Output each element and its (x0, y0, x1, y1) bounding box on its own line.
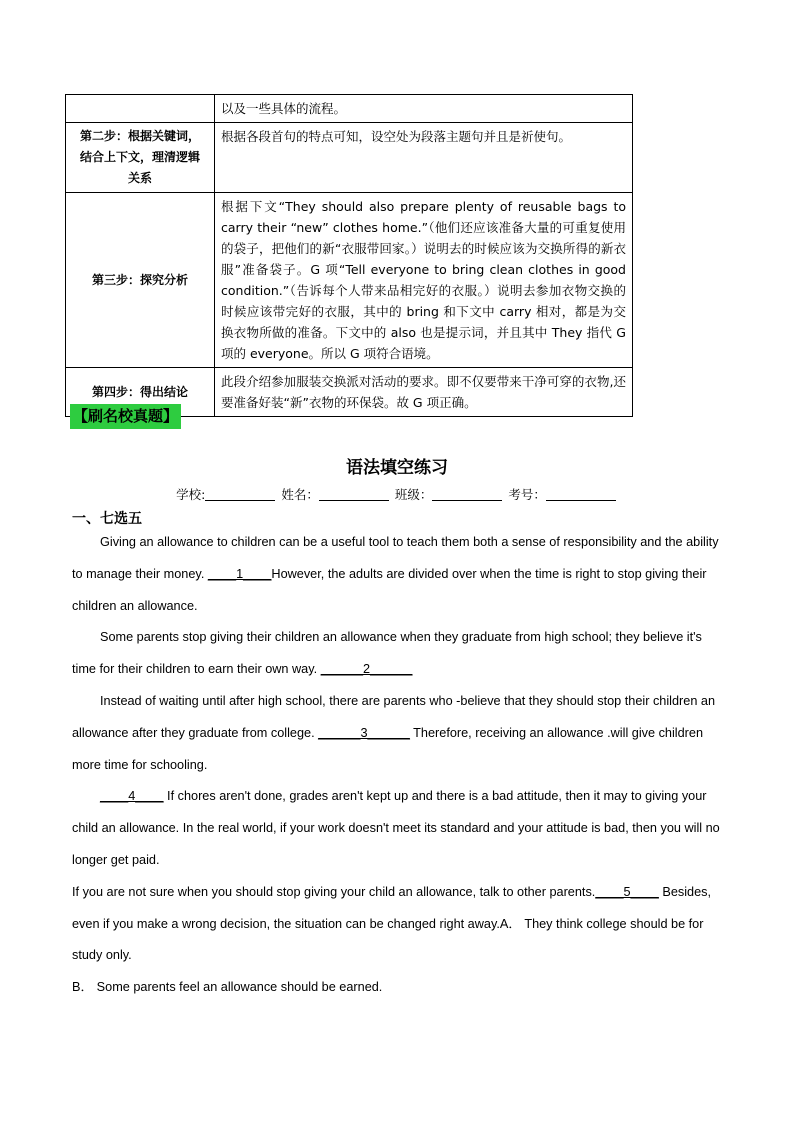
table-row (66, 95, 633, 123)
option-a: A． They think college should be for study only. (72, 916, 704, 963)
blank-2: ______2______ (320, 662, 413, 677)
analysis-table (65, 94, 633, 417)
text: Some parents stop giving their children an allowance when they graduate from high school; they believe it's time for their children to earn their own way. (72, 630, 702, 677)
label-line: 第二步：根据关键词， (79, 129, 200, 143)
blank-4: ____4____ (100, 789, 164, 804)
label-line: 结合上下文，理清逻辑 (79, 150, 200, 164)
row-content: 以及一些具体的流程。 (215, 95, 633, 123)
school-label: 学校: (176, 487, 206, 502)
section-tag: 【刷名校真题】 (70, 404, 181, 429)
blank-1: ____1____ (207, 566, 272, 581)
row-label: 第四步：得出结论 (66, 368, 215, 417)
paragraph (72, 527, 722, 622)
page-title: 语法填空练习 (346, 458, 448, 478)
row-content: 根据下文“They should also prepare plenty of reusable bags to carry their “new” clothes home.”（他们还应该准备大量的可重复使用的袋子，把他们的新“衣服带回家。）说明去的时候应该为交换所得的新衣服”准备袋子。G 项“Tell everyone to bring clean clothes in good condition.”（告诉每个人带来品相完好的衣服。）说明去参加衣物交换的时候应该带完好的衣服，其中的 bring 和下文中 carry 相对，都是为交换衣物所做的准备。下文中的 also 也是提示词，并且其中 They 指代 G 项的 everyone。所以 G 项符合语境。 (215, 193, 633, 368)
table-row (66, 123, 633, 193)
text: Besides, even if you make a wrong decision, the situation can be changed right away. (72, 884, 712, 931)
option-b: B． Some parents feel an allowance should be earned. (72, 980, 383, 995)
name-label: 姓名： (281, 487, 319, 502)
id-label: 考号： (508, 487, 546, 502)
student-info-fields (0, 485, 794, 503)
text: However, the adults are divided over when the time is right to stop giving their children an allowance. (72, 566, 707, 613)
blank-3: ______3______ (318, 725, 410, 740)
paragraph (72, 877, 722, 972)
label-line: 关系 (127, 171, 152, 185)
id-blank (546, 500, 616, 501)
row-label (66, 95, 215, 123)
class-label: 班级： (394, 487, 433, 502)
row-label: 第三步：探究分析 (66, 193, 215, 368)
table-row (66, 193, 633, 368)
row-label (66, 123, 215, 193)
paragraph (72, 686, 722, 781)
passage (72, 527, 722, 1004)
section-heading: 一、七选五 (72, 511, 142, 527)
text: Therefore, receiving an allowance .will give children more time for schooling. (72, 725, 704, 772)
text: Instead of waiting until after high school, there are parents who -believe that they should stop their children an allowance after they graduate from college. (72, 693, 716, 740)
class-blank (432, 500, 502, 501)
text: Giving an allowance to children can be a useful tool to teach them both a sense of responsibility and the ability to manage their money. (72, 535, 719, 581)
paragraph (72, 781, 722, 876)
school-blank (205, 500, 275, 501)
text: If you are not sure when you should stop giving your child an allowance, talk to other parents. (72, 884, 596, 899)
paragraph (72, 622, 722, 686)
blank-5: ____5____ (595, 884, 659, 899)
row-content: 根据各段首句的特点可知，设空处为段落主题句并且是祈使句。 (215, 123, 633, 193)
row-content: 此段介绍参加服装交换派对活动的要求。即不仅要带来干净可穿的衣物,还要准备好装“新”衣物的环保袋。故 G 项正确。 (215, 368, 633, 417)
text: If chores aren't done, grades aren't kept up and there is a bad attitude, then it may to giving your child an allowance. In the real world, if your work doesn't meet its standard and your attitude is bad, then you will no longer get paid. (72, 789, 720, 867)
name-blank (319, 500, 389, 501)
